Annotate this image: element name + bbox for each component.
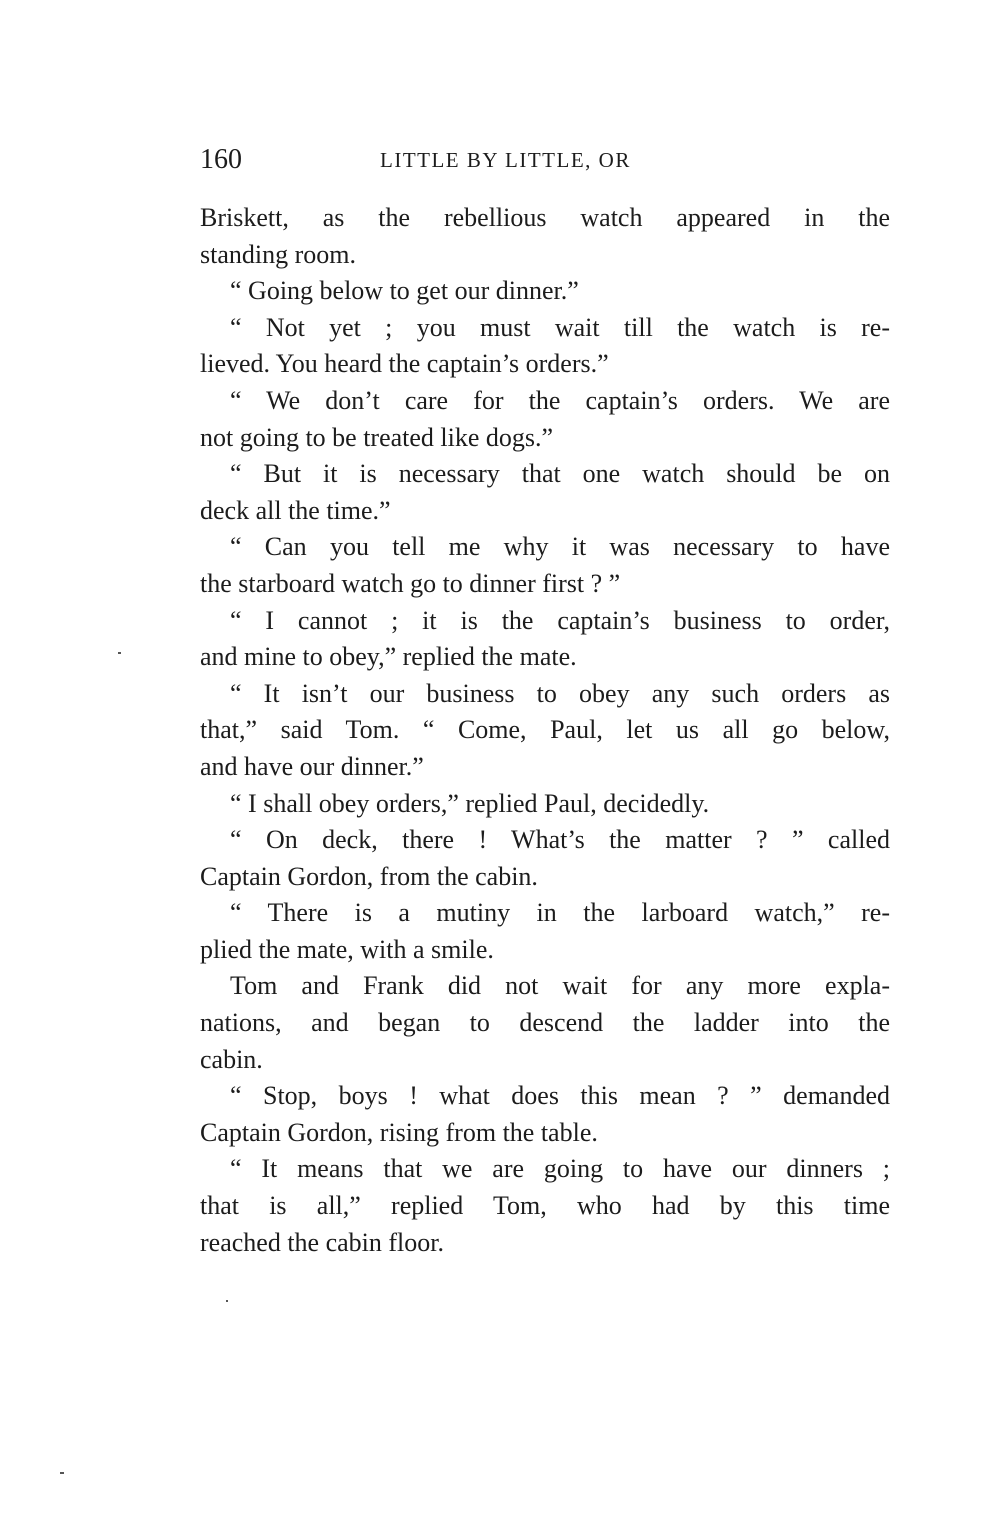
text-line: that,” said Tom. “ Come, Paul, let us all go below, [200,715,890,745]
text-line: “ On deck, there ! What’s the matter ? ” called [230,825,890,855]
text-line: Tom and Frank did not wait for any more expla- [230,971,890,1001]
text-line: the starboard watch go to dinner first ? ” [200,568,621,598]
text-line: nations, and began to descend the ladder into the [200,1008,890,1038]
text-line: “ I shall obey orders,” replied Paul, decidedly. [230,788,710,818]
text-line: “ Not yet ; you must wait till the watch is re- [230,312,890,342]
text-line: “ It isn’t our business to obey any such orders as [230,678,890,708]
text-line: that is all,” replied Tom, who had by this time [200,1191,890,1221]
scan-speck [118,652,121,654]
text-line: plied the mate, with a smile. [200,934,494,964]
text-line: reached the cabin floor. [200,1227,444,1257]
text-line: and mine to obey,” replied the mate. [200,642,577,672]
text-line: Captain Gordon, rising from the table. [200,1117,598,1147]
text-line: standing room. [200,239,356,269]
text-line: deck all the time.” [200,495,391,525]
text-line: “ Going below to get our dinner.” [230,276,579,306]
text-line: lieved. You heard the captain’s orders.” [200,349,609,379]
text-line: “ There is a mutiny in the larboard watch,” re- [230,898,890,928]
page-number: 160 [200,144,242,175]
text-line: “ Stop, boys ! what does this mean ? ” demanded [230,1081,890,1111]
text-line: cabin. [200,1044,263,1074]
text-line: Briskett, as the rebellious watch appeared in the [200,203,890,232]
text-line: not going to be treated like dogs.” [200,422,554,452]
text-line: “ It means that we are going to have our dinners ; [230,1154,890,1184]
text-line: “ But it is necessary that one watch should be on [230,459,890,489]
text-line: Captain Gordon, from the cabin. [200,861,538,891]
running-head: LITTLE BY LITTLE, OR [380,148,631,172]
body-text [200,200,890,1261]
text-line: and have our dinner.” [200,751,424,781]
text-line: “ We don’t care for the captain’s orders. We are [230,385,890,415]
text-line: “ I cannot ; it is the captain’s business to order, [230,605,890,635]
scan-speck [226,1300,228,1302]
text-line: “ Can you tell me why it was necessary to have [230,532,890,562]
page-header [200,140,890,180]
scan-speck [60,1472,64,1474]
